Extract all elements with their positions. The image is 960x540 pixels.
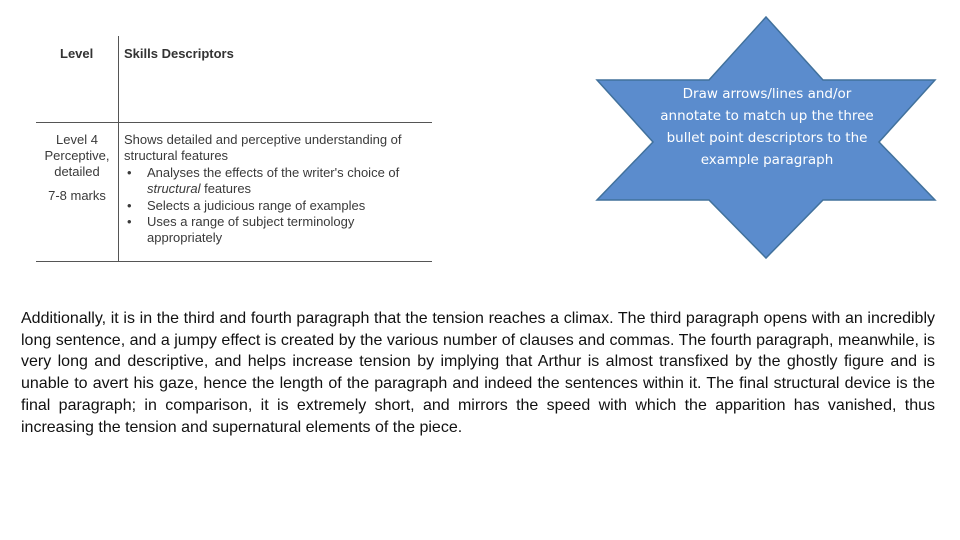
annotation-instruction-text: Draw arrows/lines and/or annotate to match up the three bullet point descriptors to the example paragraph	[660, 86, 874, 168]
level-name-perceptive: Perceptive,	[44, 148, 110, 163]
descriptor-bullet	[124, 165, 430, 198]
level-marks: 7-8 marks	[48, 188, 106, 203]
example-paragraph: Additionally, it is in the third and fourth paragraph that the tension reaches a climax. The third paragraph opens with an incredibly long sentence, and a jumpy effect is created by the various number of clauses and commas. The fourth paragraph, meanwhile, is very long and descriptive, and helps increase tension by implying that Arthur is almost transfixed by the ghostly figure and is unable to avert his gaze, hence the length of the paragraph and indeed the sentences within it. The final structural device is the final paragraph; in comparison, it is extremely short, and mirrors the speed with which the apparition has vanished, thus increasing the tension and supernatural elements of the piece.	[21, 310, 935, 436]
descriptor-intro: Shows detailed and perceptive understanding of structural features	[124, 132, 402, 164]
level-number: Level 4	[56, 132, 98, 147]
table-bottom-border	[36, 261, 432, 262]
skills-descriptors-header: Skills Descriptors	[124, 46, 234, 61]
bullet-text-end: features	[200, 181, 252, 197]
level-cell	[36, 132, 118, 204]
descriptor-bullet: • Selects a judicious range of examples	[124, 198, 430, 214]
level-name-detailed: detailed	[54, 164, 100, 179]
bullet-text-start: Analyses the effects of the writer's choice of	[147, 164, 400, 180]
descriptor-bullet: • Uses a range of subject terminology appropriately	[124, 214, 430, 247]
level-header: Level	[60, 46, 94, 61]
descriptor-bullet-list	[124, 165, 430, 247]
bullet-text-italic: structural	[147, 181, 201, 197]
descriptor-cell	[124, 132, 430, 247]
table-row-divider	[36, 122, 432, 123]
table-column-divider	[118, 36, 119, 262]
skills-descriptor-table	[36, 36, 432, 262]
